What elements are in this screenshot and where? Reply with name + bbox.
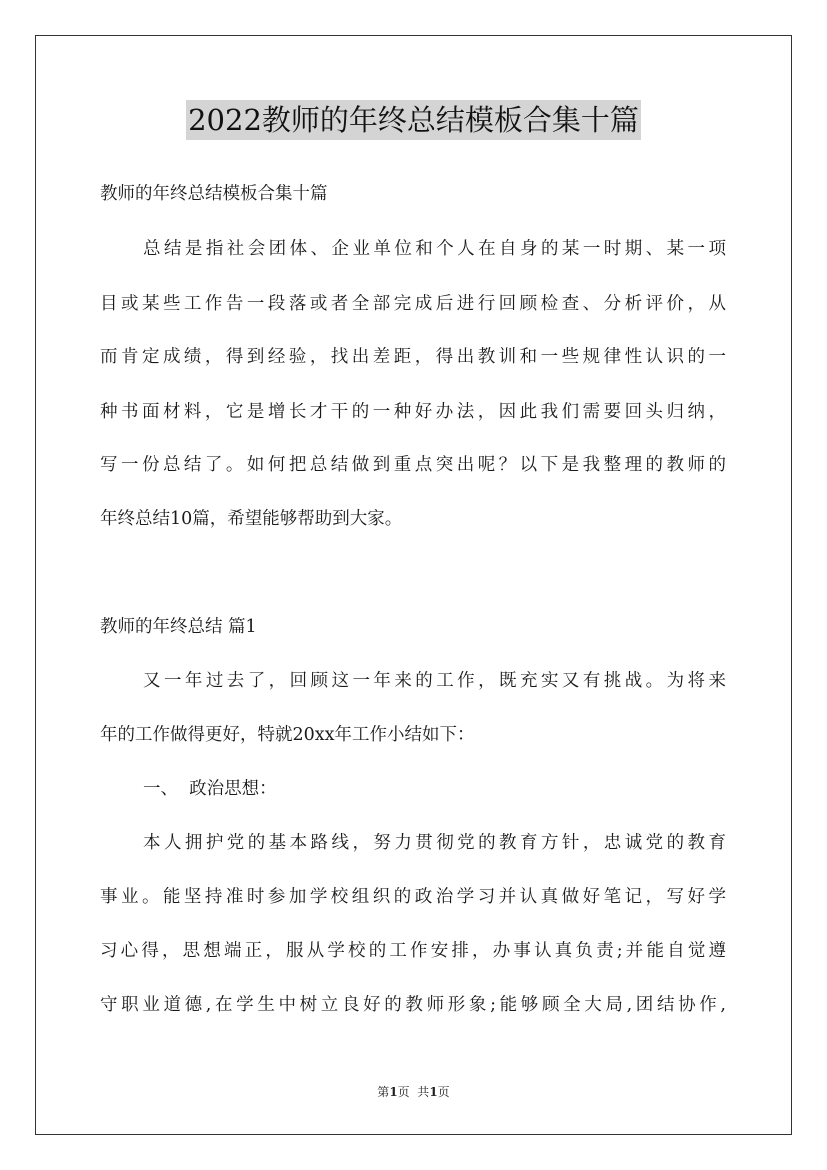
footer-suffix: 页 bbox=[437, 1085, 450, 1099]
document-title: 2022教师的年终总结模板合集十篇 bbox=[186, 100, 641, 140]
paragraph-line: 守职业道德,在学生中树立良好的教师形象;能够顾全大局,团结协作, bbox=[100, 995, 726, 1015]
item-heading: 一、 政治思想： bbox=[143, 779, 277, 799]
footer-total-pages: 1 bbox=[429, 1085, 438, 1099]
footer-prefix: 第 bbox=[377, 1085, 390, 1099]
paragraph-line: 事业。能坚持准时参加学校组织的政治学习并认真做好笔记，写好学 bbox=[100, 887, 726, 907]
section-heading: 教师的年终总结 篇1 bbox=[100, 617, 257, 637]
page-footer bbox=[0, 1084, 827, 1100]
intro-line: 总结是指社会团体、企业单位和个人在自身的某一时期、某一项 bbox=[143, 239, 726, 259]
intro-line: 种书面材料，它是增长才干的一种好办法，因此我们需要回头归纳， bbox=[100, 402, 726, 422]
intro-line: 写一份总结了。如何把总结做到重点突出呢？以下是我整理的教师的 bbox=[100, 455, 726, 475]
intro-line: 年终总结10篇，希望能够帮助到大家。 bbox=[100, 509, 403, 529]
paragraph-line: 又一年过去了，回顾这一年来的工作，既充实又有挑战。为将来 bbox=[143, 671, 726, 691]
intro-line: 而肯定成绩，得到经验，找出差距，得出教训和一些规律性认识的一 bbox=[100, 347, 726, 367]
subtitle: 教师的年终总结模板合集十篇 bbox=[100, 184, 328, 204]
intro-line: 目或某些工作告一段落或者全部完成后进行回顾检查、分析评价，从 bbox=[100, 294, 726, 314]
paragraph-line: 本人拥护党的基本路线，努力贯彻党的教育方针，忠诚党的教育 bbox=[143, 833, 726, 853]
title-area bbox=[0, 100, 827, 140]
footer-mid: 页 共 bbox=[397, 1085, 430, 1099]
paragraph-line: 年的工作做得更好，特就20xx年工作小结如下： bbox=[100, 725, 475, 745]
paragraph-line: 习心得，思想端正，服从学校的工作安排，办事认真负责;并能自觉遵 bbox=[100, 941, 726, 961]
footer-current-page: 1 bbox=[389, 1085, 398, 1099]
